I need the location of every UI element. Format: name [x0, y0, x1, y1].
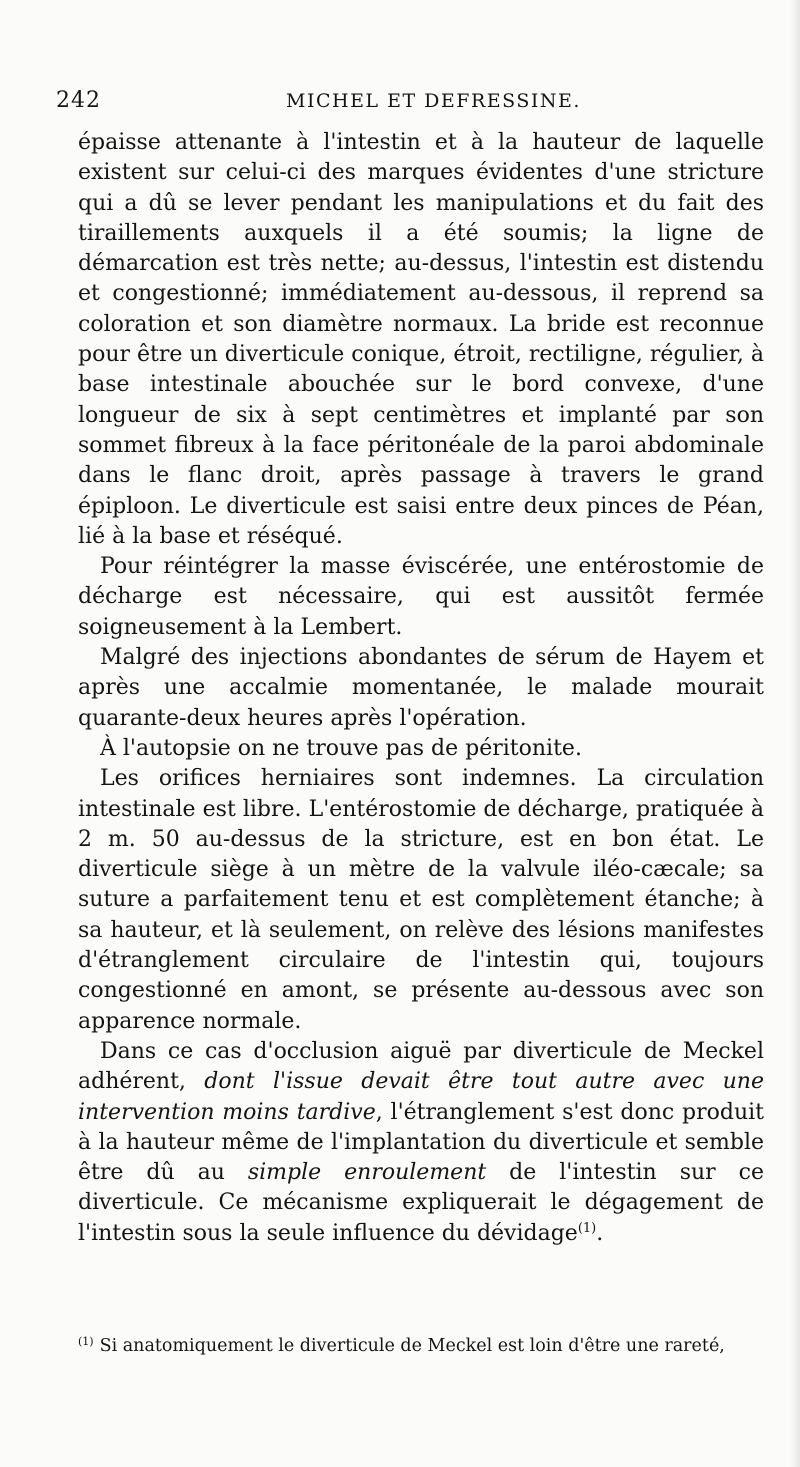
paragraph-6-part-c: , l'étranglement s'est donc produit à la hauteur même de l'implantation du diverticule et semble être dû au	[78, 1099, 764, 1186]
paragraph-6-part-e: de l'intestin sur ce diverticule. Ce mécanisme expliquerait le dégagement de l'intestin sous la seule influence du dévidage	[78, 1160, 764, 1246]
footnote-reference: (1)	[577, 1220, 597, 1236]
page-edge-shadow	[790, 0, 800, 1467]
footnote-marker: (1)	[78, 1335, 94, 1348]
paragraph-4: À l'autopsie on ne trouve pas de péritonite.	[100, 735, 582, 761]
paragraph-1: épaisse attenante à l'intestin et à la hauteur de laquelle existent sur celui-ci des marques évidentes d'une stricture qui a dû se lever pendant les manipulations et du fait des tiraillements auxquels il a été soumis; la ligne de démarcation est très nette; au-dessus, l'intestin est distendu et congestionné; immédiatement au-dessous, il reprend sa coloration et son diamètre normaux. La bride est reconnue pour être un diverticule conique, étroit, rectiligne, régulier, à base intestinale abouchée sur le bord convexe, d'une longueur de six à sept centimètres et implanté par son sommet fibreux à la face péritonéale de la paroi abdominale dans le flanc droit, après passage à travers le grand épiploon. Le diverticule est saisi entre deux pinces de Péan, lié à la base et réséqué.	[78, 130, 764, 549]
paragraph-6-italic-b: simple enroulement	[247, 1160, 487, 1186]
paragraph-3: Malgré des injections abondantes de sérum de Hayem et après une accalmie momentanée, le malade mourait quarante-deux heures après l'opération.	[78, 645, 764, 731]
footnote-text: Si anatomiquement le diverticule de Meckel est loin d'être une rareté,	[99, 1336, 725, 1356]
paragraph-6-italic-a: dont l'issue devait être tout autre avec une intervention moins tardive	[78, 1069, 764, 1125]
page-header	[54, 86, 764, 116]
body-text	[78, 128, 764, 1249]
page-number: 242	[56, 88, 101, 113]
paragraph-6-end: .	[596, 1220, 604, 1246]
paragraph-6	[78, 1037, 764, 1249]
paragraph-6-part-a: Dans ce cas d'occlusion aiguë par diverticule de Meckel adhérent,	[78, 1038, 764, 1095]
paragraph-5: Les orifices herniaires sont indemnes. La circulation intestinale est libre. L'entérostomie de décharge, pratiquée à 2 m. 50 au-dessus de la stricture, est en bon état. Le diverticule siège à un mètre de la valvule iléo-cæcale; sa suture a parfaitement tenu et est complètement étanche; à sa hauteur, et là seulement, on relève des lésions manifestes d'étranglement circulaire de l'intestin qui, toujours congestionné en amont, se présente au-dessous avec son apparence normale.	[78, 766, 764, 1034]
paragraph-2: Pour réintégrer la masse éviscérée, une entérostomie de décharge est nécessaire, qui est aussitôt fermée soigneusement à la Lembert.	[78, 554, 764, 640]
running-title: MICHEL ET DEFRESSINE.	[286, 90, 581, 112]
footnote	[78, 1330, 764, 1358]
